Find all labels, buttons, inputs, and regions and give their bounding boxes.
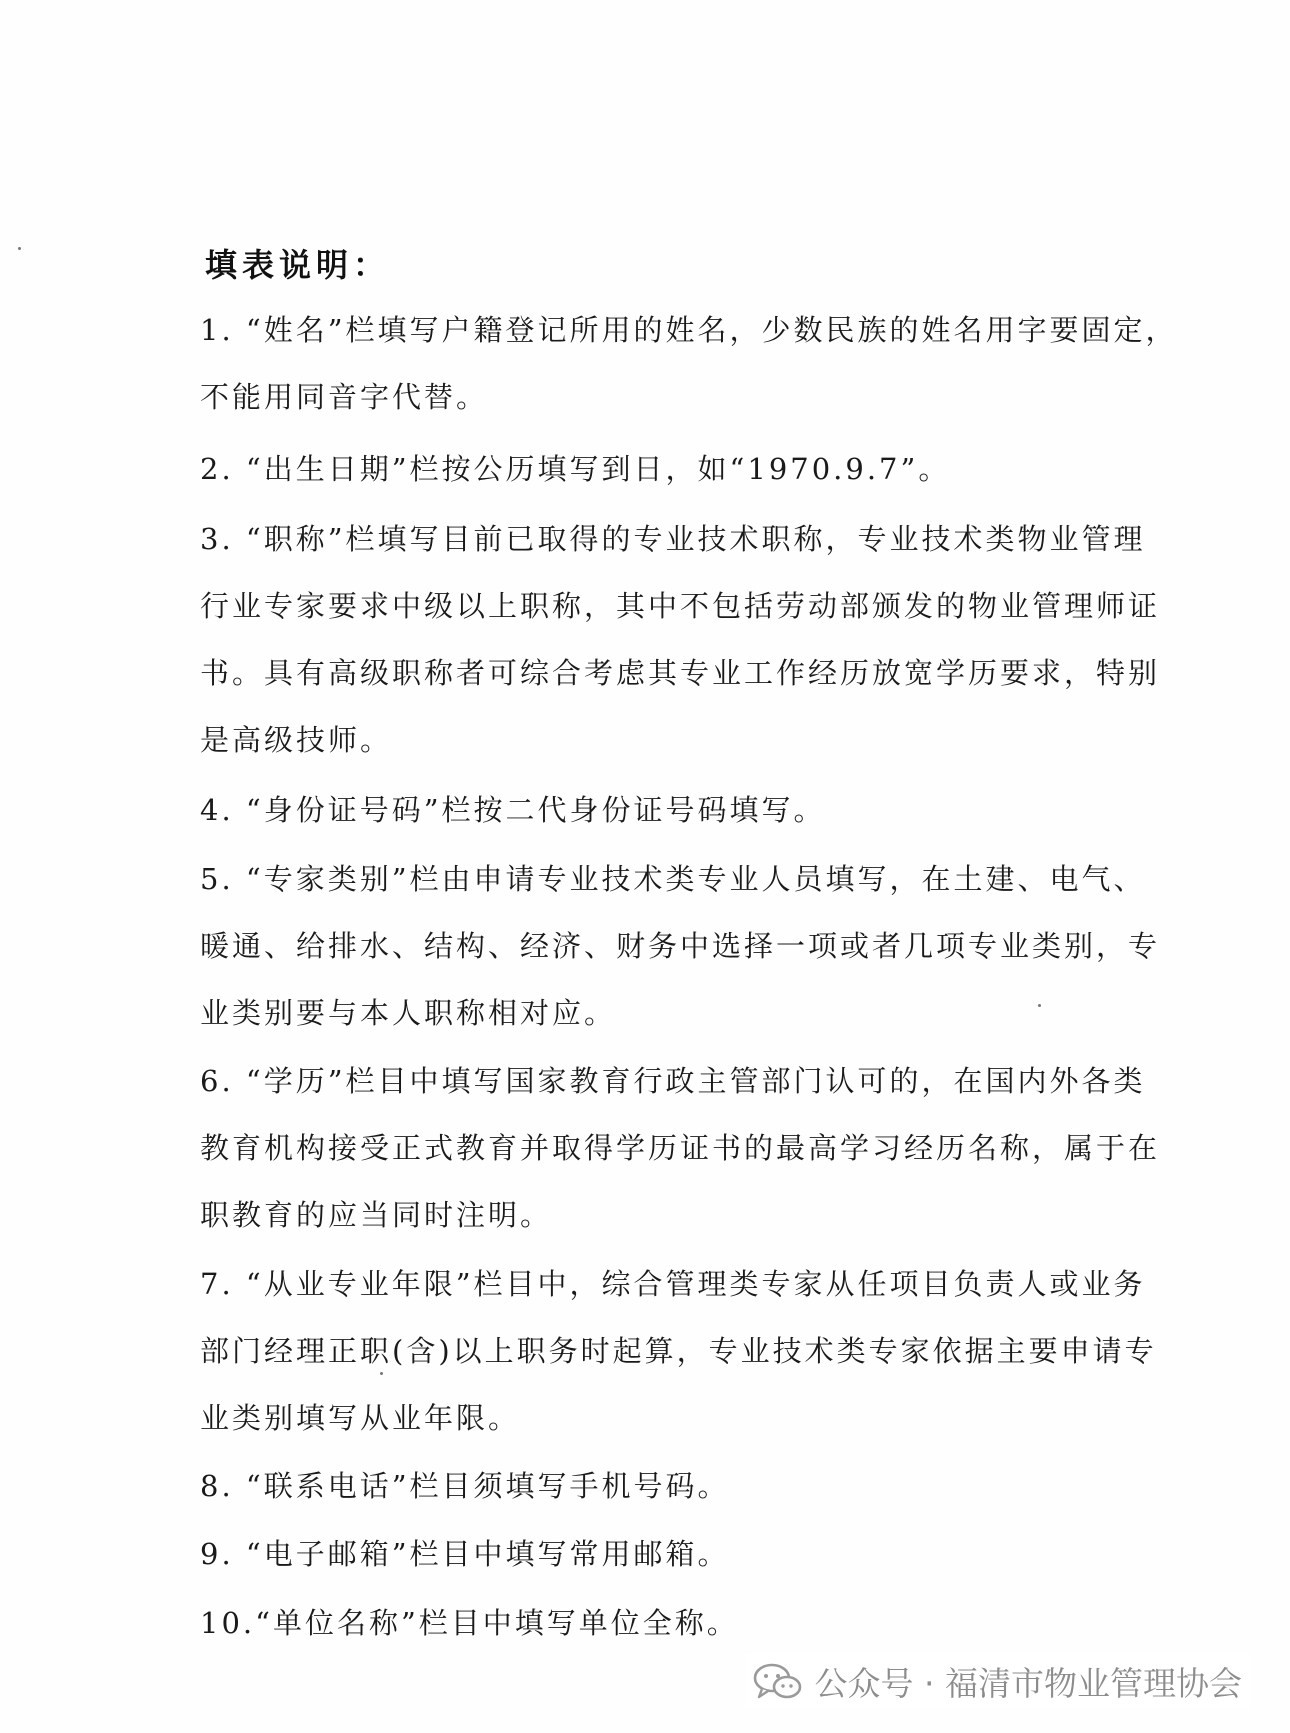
- instruction-line: 暖通、给排水、结构、经济、财务中选择一项或者几项专业类别，专: [200, 929, 1161, 963]
- instruction-item-3: [200, 506, 1161, 774]
- instruction-line: 7. “从业专业年限”栏目中，综合管理类专家从任项目负责人或业务: [200, 1267, 1146, 1301]
- watermark-text: 公众号 · 福清市物业管理协会: [814, 1664, 1242, 1703]
- instruction-line: 9. “电子邮箱”栏目中填写常用邮箱。: [200, 1537, 730, 1571]
- instruction-line: 5. “专家类别”栏由申请专业技术类专业人员填写，在土建、电气、: [200, 862, 1146, 896]
- instruction-line: 业类别要与本人职称相对应。: [200, 996, 617, 1030]
- instruction-line: 行业专家要求中级以上职称，其中不包括劳动部颁发的物业管理师证: [200, 589, 1161, 623]
- instruction-line: 3. “职称”栏填写目前已取得的专业技术职称，专业技术类物业管理: [200, 522, 1146, 556]
- watermark: [745, 1654, 1250, 1709]
- instruction-line: 教育机构接受正式教育并取得学历证书的最高学习经历名称，属于在: [200, 1131, 1161, 1165]
- instruction-item-6: [200, 1048, 1161, 1249]
- instruction-line: 业类别填写从业年限。: [200, 1401, 521, 1435]
- scan-speck: [1038, 1004, 1041, 1007]
- instruction-line: 6. “学历”栏目中填写国家教育行政主管部门认可的，在国内外各类: [200, 1064, 1146, 1098]
- instruction-line: 1. “姓名”栏填写户籍登记所用的姓名，少数民族的姓名用字要固定，: [200, 313, 1178, 347]
- instruction-item-2: [200, 436, 1100, 503]
- instruction-line: 2. “出生日期”栏按公历填写到日，如“1970.9.7”。: [200, 452, 951, 486]
- instructions-heading: 填表说明：: [205, 246, 391, 284]
- instruction-item-1: [200, 297, 1178, 431]
- instruction-line: 8. “联系电话”栏目须填写手机号码。: [200, 1469, 730, 1503]
- instruction-item-7: [200, 1251, 1157, 1452]
- scan-speck: [380, 1372, 383, 1375]
- instruction-line: 不能用同音字代替。: [200, 380, 489, 414]
- instruction-line: 职教育的应当同时注明。: [200, 1198, 553, 1232]
- instruction-item-9: [200, 1521, 1100, 1588]
- instruction-line: 10.“单位名称”栏目中填写单位全称。: [200, 1606, 739, 1640]
- instruction-line: 部门经理正职(含)以上职务时起算，专业技术类专家依据主要申请专: [200, 1334, 1157, 1368]
- instruction-line: 是高级技师。: [200, 723, 393, 757]
- instruction-item-4: [200, 777, 1100, 844]
- instruction-item-8: [200, 1453, 1100, 1520]
- instruction-line: 书。具有高级职称者可综合考虑其专业工作经历放宽学历要求，特别: [200, 656, 1161, 690]
- wechat-icon: [753, 1662, 803, 1702]
- instruction-line: 4. “身份证号码”栏按二代身份证号码填写。: [200, 793, 826, 827]
- instruction-item-10: [200, 1590, 1100, 1657]
- scan-speck: [18, 247, 21, 250]
- instruction-item-5: [200, 846, 1161, 1047]
